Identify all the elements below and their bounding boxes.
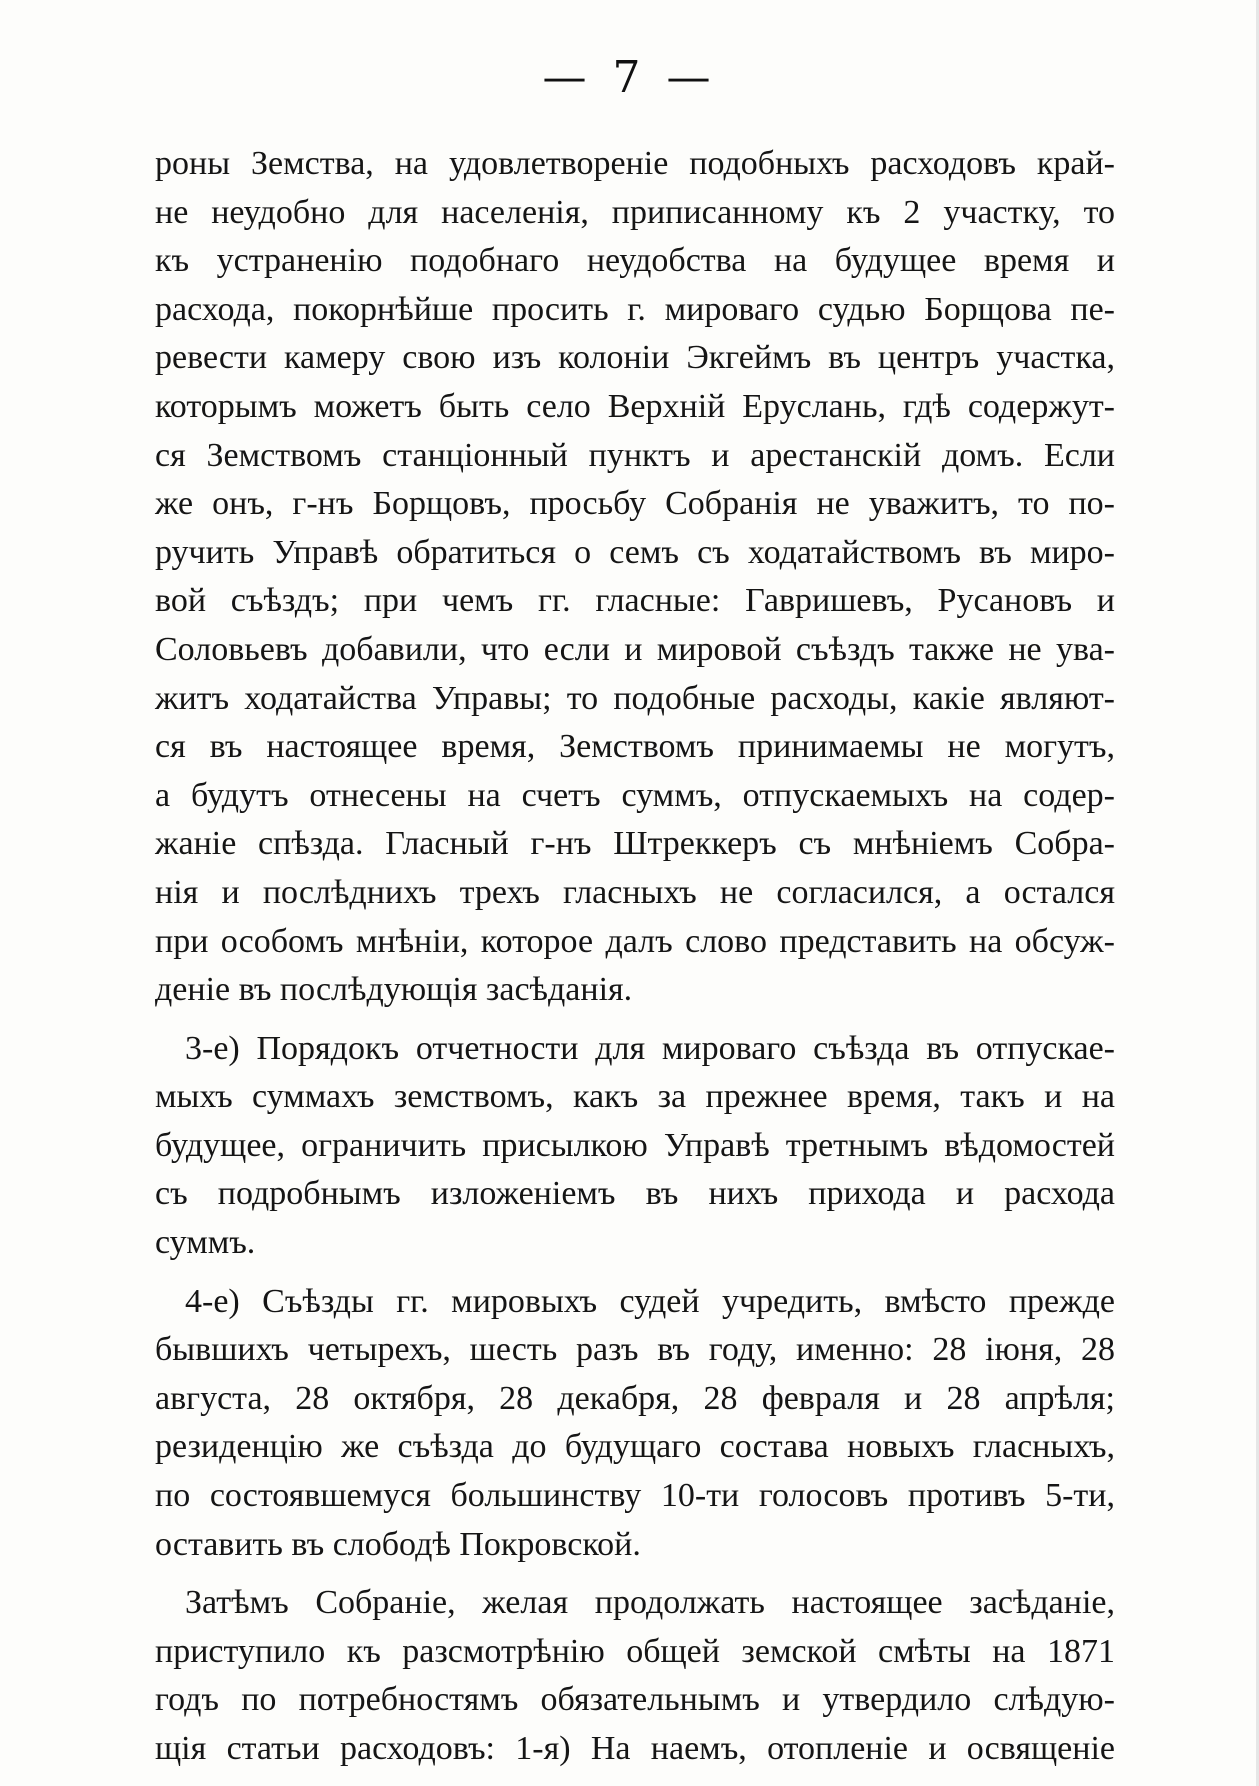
text-line: щія статьи расходовъ: 1-я) На наемъ, отопленіе и освященіе (155, 1730, 1115, 1767)
text-line: годъ по потребностямъ обязательнымъ и утвердило слѣдую- (155, 1681, 1115, 1719)
text-line: жаніе спѣзда. Гласный г-нъ Штреккеръ съ мнѣніемъ Собра- (155, 825, 1115, 863)
text-line: ся Земствомъ станціонный пунктъ и арестанскій домъ. Если (155, 436, 1115, 474)
text-line: ся въ настоящее время, Земствомъ принимаемы не могутъ, (155, 728, 1115, 766)
text-line: расхода, покорнѣйше просить г. мироваго судью Борщова пе- (155, 290, 1115, 328)
paragraph-start-line: 4-е) Съѣзды гг. мировыхъ судей учредить, вмѣсто прежде (185, 1282, 1115, 1320)
text-line: мыхъ суммахъ земствомъ, какъ за прежнее время, такъ и на (155, 1078, 1115, 1116)
body-text (155, 140, 1115, 1774)
text-line: будущее, ограничить присылкою Управѣ третнымъ вѣдомостей (155, 1126, 1115, 1164)
text-line: августа, 28 октября, 28 декабря, 28 февраля и 28 апрѣля; (155, 1379, 1115, 1417)
paragraph-end-line: деніе въ послѣдующія засѣданія. (155, 971, 633, 1009)
text-line: приступило къ разсмотрѣнію общей земской смѣты на 1871 (155, 1632, 1115, 1670)
text-line: же онъ, г-нъ Борщовъ, просьбу Собранія не уважитъ, то по- (155, 485, 1115, 523)
text-line: при особомъ мнѣніи, которое далъ слово представить на обсуж- (155, 922, 1115, 960)
text-line: ручить Управѣ обратиться о семъ съ ходатайствомъ въ миро- (155, 533, 1115, 571)
text-line: съ подробнымъ изложеніемъ въ нихъ прихода и расхода (155, 1175, 1115, 1213)
paragraph-end-line: оставить въ слободѣ Покровской. (155, 1525, 641, 1563)
paragraph-start-line: 3-е) Порядокъ отчетности для мироваго съѣзда въ отпускае- (185, 1029, 1115, 1067)
text-line: которымъ можетъ быть село Верхній Еруслань, гдѣ содержут- (155, 387, 1115, 425)
text-line: не неудобно для населенія, приписанному къ 2 участку, то (155, 193, 1115, 231)
text-line: резиденцію же съѣзда до будущаго состава новыхъ гласныхъ, (155, 1428, 1115, 1466)
text-line: бывшихъ четырехъ, шесть разъ въ году, именно: 28 іюня, 28 (155, 1331, 1115, 1369)
text-line: роны Земства, на удовлетвореніе подобныхъ расходовъ край- (155, 145, 1115, 182)
paragraph-start-line: Затѣмъ Собраніе, желая продолжать настоящее засѣданіе, (185, 1584, 1115, 1622)
page-number: — 7 — (542, 52, 717, 103)
text-line: нія и послѣднихъ трехъ гласныхъ не согласился, а остался (155, 873, 1115, 911)
text-line: ревести камеру свою изъ колоніи Экгеймъ въ центръ участка, (155, 339, 1115, 377)
text-line: а будутъ отнесены на счетъ суммъ, отпускаемыхъ на содер- (155, 776, 1115, 814)
text-line: вой съѣздъ; при чемъ гг. гласные: Гавришевъ, Русановъ и (155, 582, 1115, 620)
text-line: Соловьевъ добавили, что если и мировой съѣздъ также не ува- (155, 630, 1115, 668)
text-line: по состоявшемуся большинству 10-ти голосовъ противъ 5-ти, (155, 1477, 1115, 1515)
text-line: житъ ходатайства Управы; то подобные расходы, какіе являют- (155, 679, 1115, 717)
paragraph-end-line: суммъ. (155, 1224, 256, 1262)
text-line: къ устраненію подобнаго неудобства на будущее время и (155, 242, 1115, 280)
